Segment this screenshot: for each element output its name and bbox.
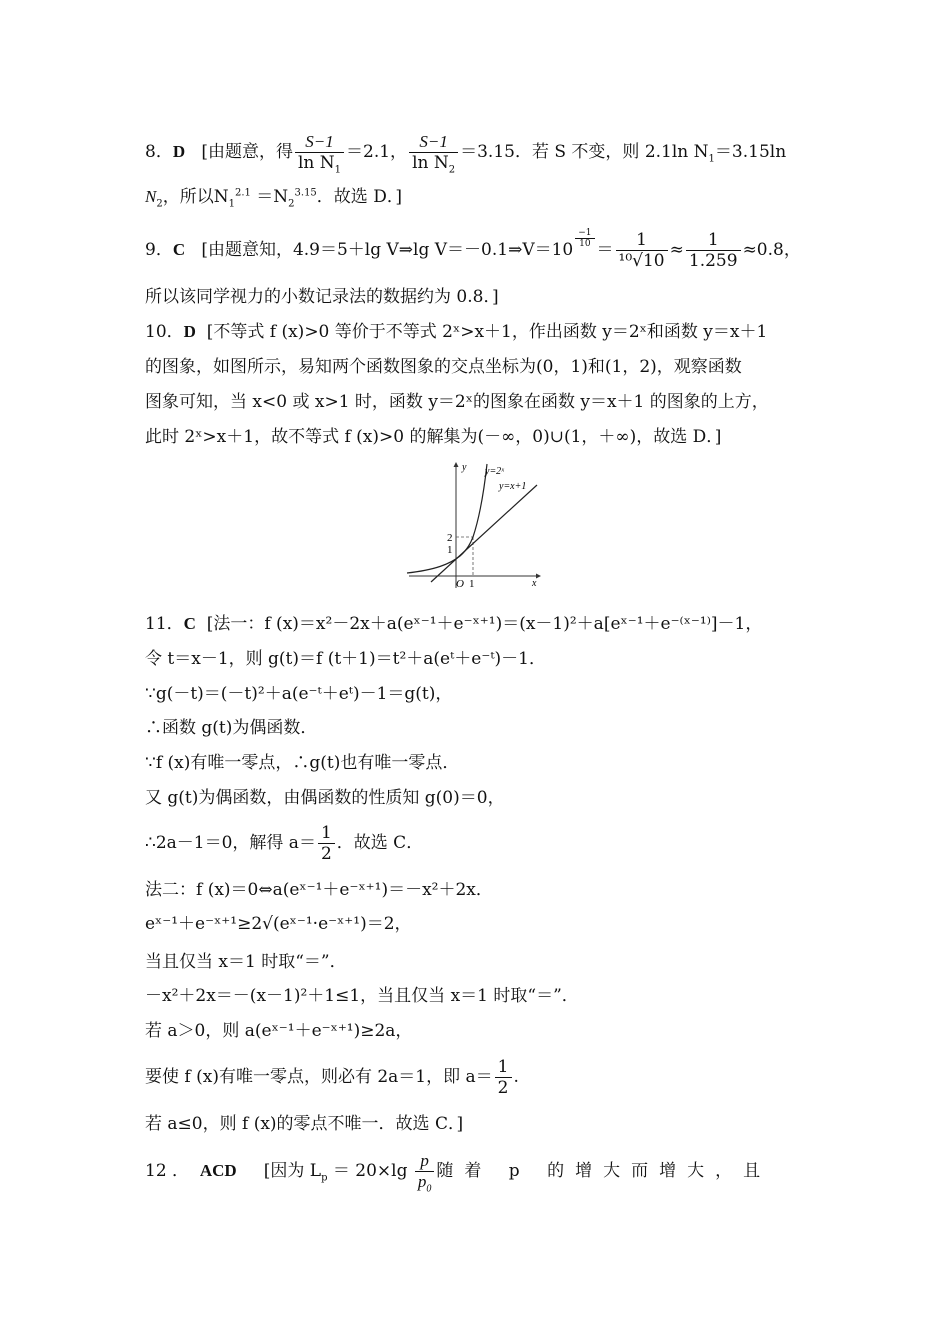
fraction: $\frac{1}{2}$ [318,823,335,864]
question-number: 10 [145,322,167,342]
q11-line-5: ∵f (x)有唯一零点，∴g(t)也有唯一零点． [145,753,460,773]
y-label: y [462,462,467,473]
answer-letter: C [172,240,186,259]
q8-text-1: [由题意，得 [201,142,293,162]
function-graph [405,460,545,592]
q11-line-7: ∴2a－1＝0，解得 a＝ $\frac{1}{2}$ ．故选 C． [145,823,424,864]
q10-line-3: 图象可知，当 x<0 或 x>1 时，函数 y＝2ˣ的图象在函数 y＝x＋1 的图象的上方， [145,392,769,412]
q11-line-6: 又 g(t)为偶函数，由偶函数的性质知 g(0)＝0， [145,788,505,808]
q11-line-12: 若 a＞0，则 a(eˣ⁻¹＋e⁻ˣ⁺¹)≥2a， [145,1021,413,1041]
answer-letter: C [183,614,196,633]
q10-line-2: 的图象，如图所示，易知两个函数图象的交点坐标为(0，1)和(1，2)，观察函数 [145,357,742,377]
x-label: x [532,578,537,589]
q11-line-8: 法二：f (x)＝0⇔a(eˣ⁻¹＋e⁻ˣ⁺¹)＝－x²＋2x． [145,880,493,900]
curve-label-exponential: y=2ˣ [485,466,505,477]
q11-line-10: 当且仅当 x＝1 时取“＝”． [145,952,347,972]
q11-line-3: ∵g(－t)＝(－t)²＋a(e⁻ᵗ＋eᵗ)－1＝g(t)， [145,684,453,704]
question-number: 12 [145,1161,167,1181]
q8-line-1: 8．D [由题意，得 $\frac{S-1}{\ln N_1}$ ＝2.1， $\frac{S-1}{\ln N_2}$ ＝3.15．若 S 不变，则 2.1ln $N_1=3.15\ln$ [145,132,787,176]
q11-line-9: eˣ⁻¹＋e⁻ˣ⁺¹≥2√(eˣ⁻¹·e⁻ˣ⁺¹)＝2， [145,914,412,934]
q11-line-11: －x²＋2x＝－(x－1)²＋1≤1，当且仅当 x＝1 时取“＝”． [145,986,579,1006]
question-number: 11 [145,614,167,634]
q9-line-1: 9．C [由题意知，4.9＝5＋lg V⇒lg V＝－0.1⇒V＝10 $\frac{-1}{10}$ ＝ $\frac{1}{\text{¹⁰√10}}$ ≈ $\frac{1}{1.259}$ ≈0.8， [145,228,801,271]
fraction: $\frac{1}{2}$ [495,1057,512,1098]
answer-letter: D [183,322,196,341]
q11-line-1: 11．C [法一：f (x)＝x²－2x＋a(eˣ⁻¹＋e⁻ˣ⁺¹)＝(x－1)²＋a[eˣ⁻¹＋e⁻⁽ˣ⁻¹⁾]－1， [145,614,763,634]
q10-line-1: 10．D [不等式 f (x)>0 等价于不等式 2ˣ>x＋1，作出函数 y＝2ˣ和函数 y＝x＋1 [145,322,768,342]
q12-line-1: 12 ． ACD [因为 $L_p = 20\times\lg$ $\frac{p}{p_0}$ 随着 p 的增大而增大，且 [145,1151,772,1195]
fraction: $\frac{1}{\text{¹⁰√10}}$ [616,230,668,271]
exponent-fraction: $\frac{-1}{10}$ [575,228,594,249]
fraction: $\frac{S-1}{\ln N_2}$ [409,132,458,173]
question-number: 9 [145,240,156,260]
q11-line-2: 令 t＝x－1，则 g(t)＝f (t＋1)＝t²＋a(eᵗ＋e⁻ᵗ)－1． [145,649,546,669]
q11-line-4: ∴函数 g(t)为偶函数． [145,718,318,738]
q9-line-2: 所以该同学视力的小数记录法的数据约为 0.8．] [145,287,499,307]
q11-line-13: 要使 f (x)有唯一零点，则必有 2a＝1，即 a＝ $\frac{1}{2}$ . [145,1057,519,1098]
fraction: $\frac{S-1}{\ln N_1}$ [295,132,344,173]
answer-letter: ACD [199,1161,237,1180]
question-number: 8 [145,142,156,162]
fraction: $\frac{p}{p_0}$ [415,1151,435,1192]
y-axis-arrow [454,462,459,467]
q8-line-2: $N_2$，所以$N_1^{2.1} =N_2^{3.15}$．故选 D．] [145,187,402,210]
q11-line-14: 若 a≤0，则 f (x)的零点不唯一．故选 C．] [145,1114,464,1134]
fraction: $\frac{1}{1.259}$ [686,230,741,271]
curve-label-linear: y=x+1 [499,481,527,492]
origin-label: O [456,578,464,590]
curve-exponential [407,464,487,573]
x-axis-arrow [536,574,541,579]
tick-label-y1: 1 [447,544,453,556]
tick-label-y2: 2 [447,532,453,544]
q10-line-4: 此时 2ˣ>x＋1，故不等式 f (x)>0 的解集为(－∞，0)∪(1，＋∞)，故选 D．] [145,427,722,447]
answer-letter: D [172,142,186,161]
tick-label-x1: 1 [469,578,475,590]
